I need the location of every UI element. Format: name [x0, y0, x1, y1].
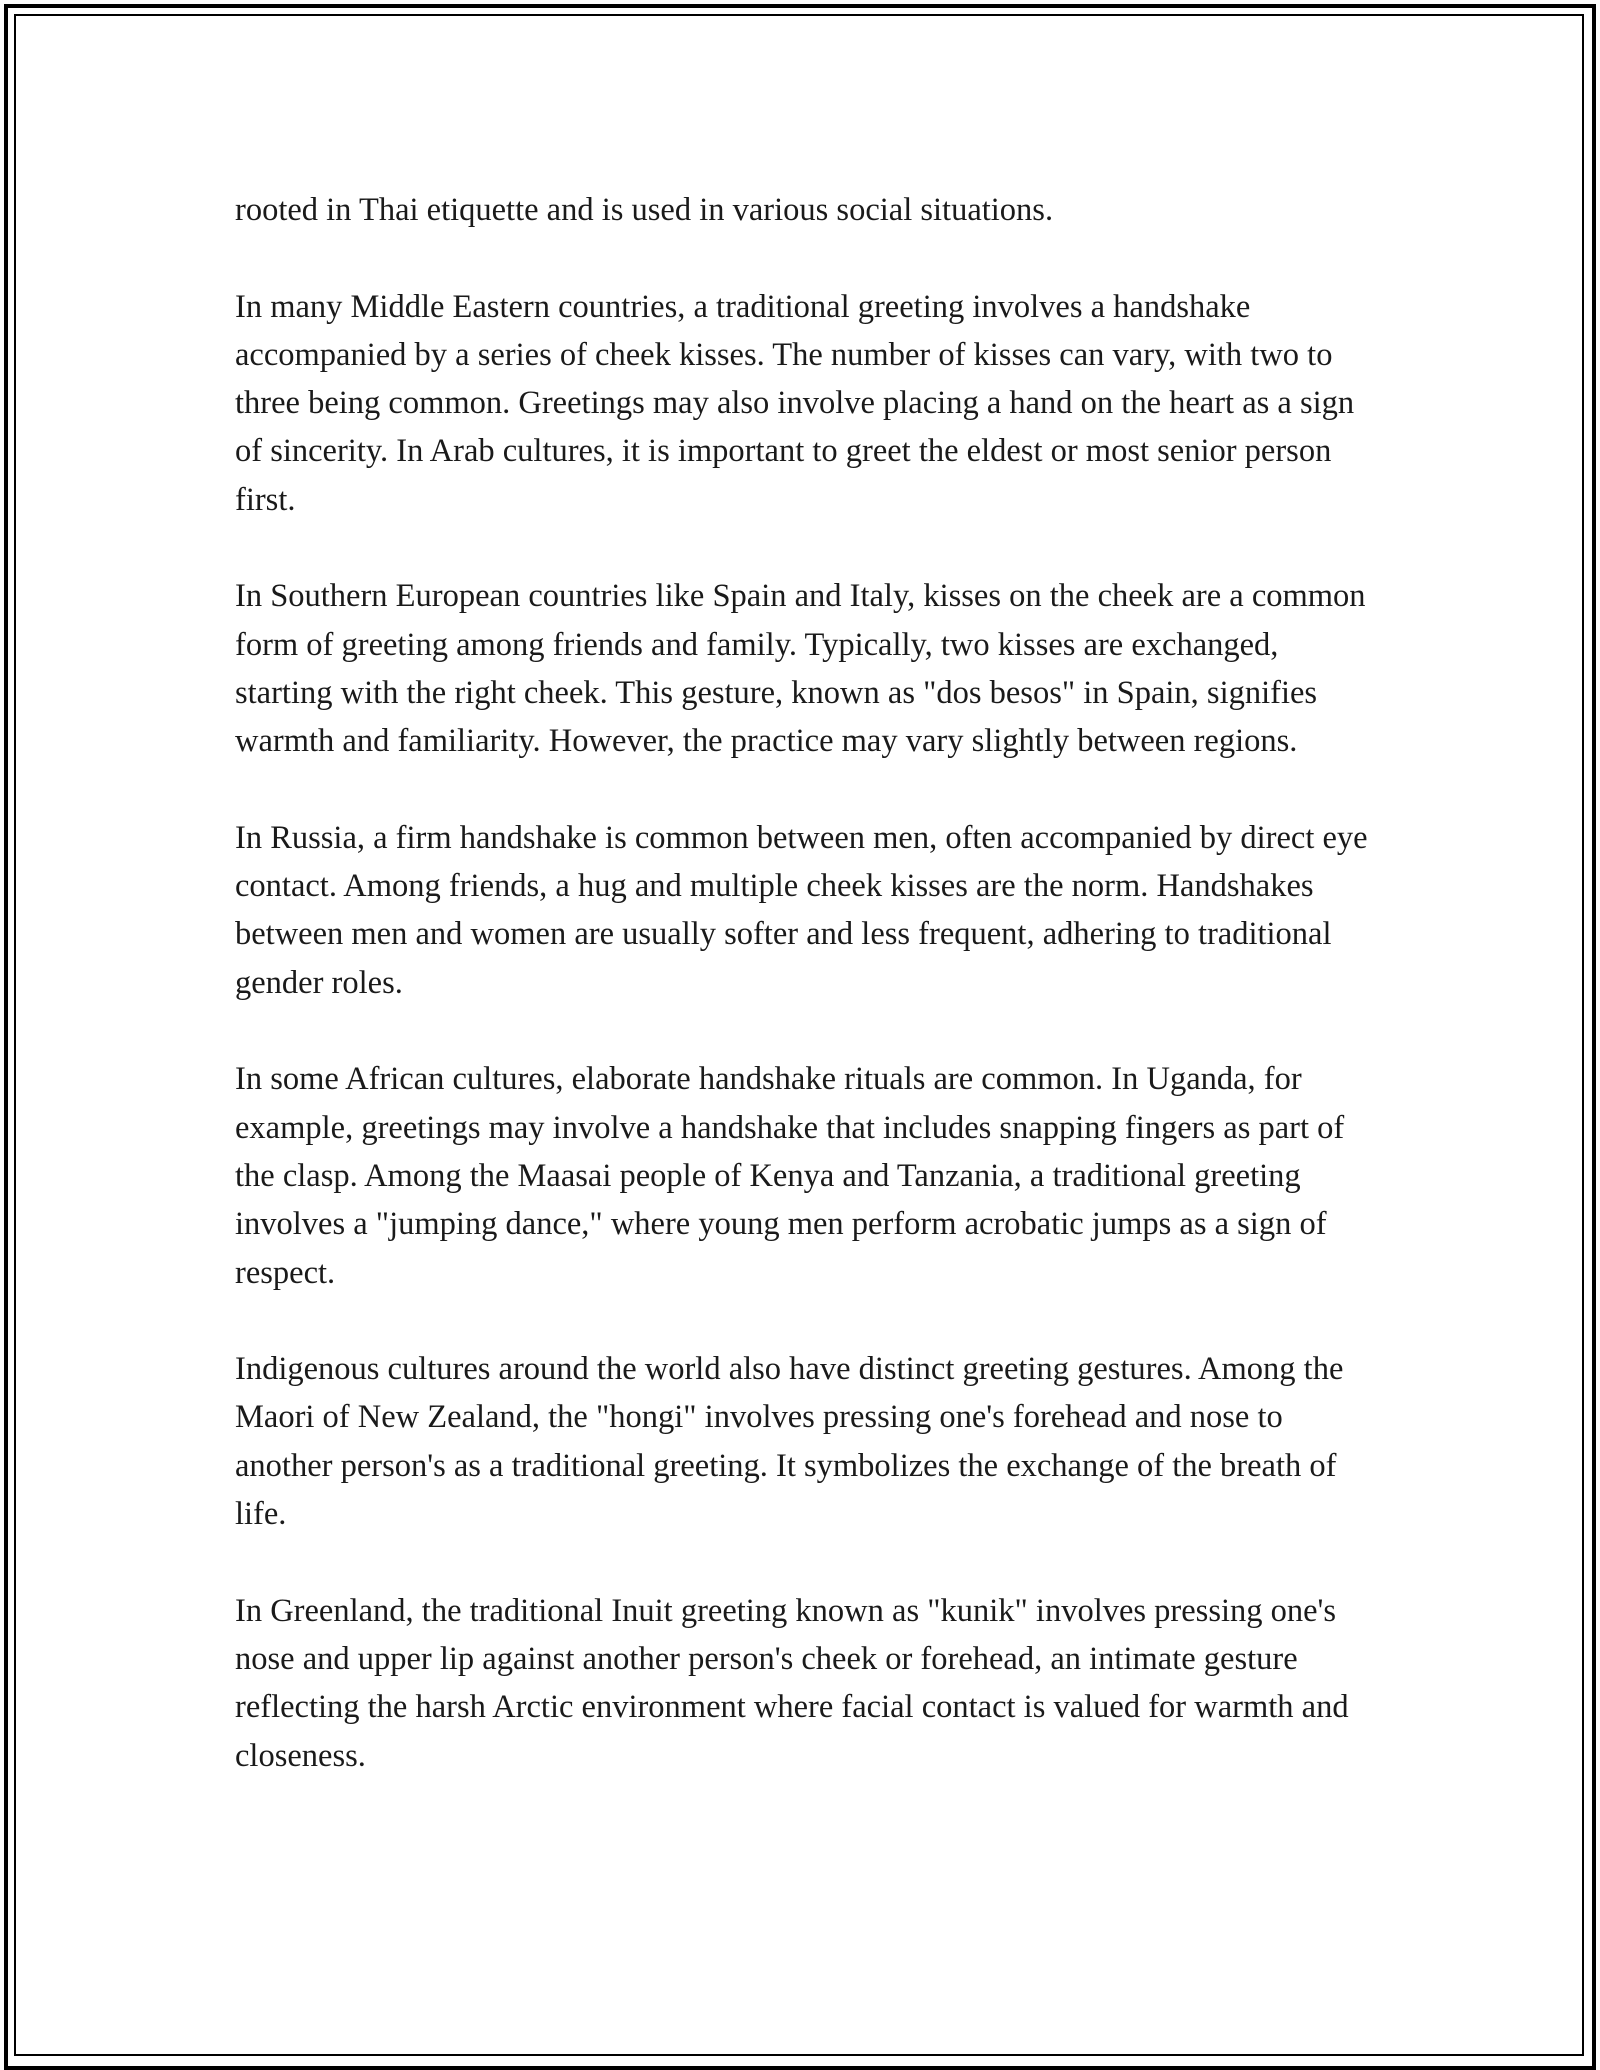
paragraph-southern-europe: In Southern European countries like Spain and Italy, kisses on the cheek are a common form of greeting among friends and family. Typically, two kisses are exchanged, starting with the right cheek. This gesture, known as "dos besos" in Spain, signifies warmth and familiarity. However, the practice may vary slightly between regions. [235, 578, 1366, 760]
paragraph-greenland: In Greenland, the traditional Inuit greeting known as "kunik" involves pressing one's nose and upper lip against another person's cheek or forehead, an intimate gesture reflecting the harsh Arctic environment where facial contact is valued for warmth and closeness. [235, 1592, 1349, 1774]
paragraph-middle-east: In many Middle Eastern countries, a traditional greeting involves a handshake accompanied by a series of cheek kisses. The number of kisses can vary, with two to three being common. Greetings may also involve placing a hand on the heart as a sign of sincerity. In Arab cultures, it is important to greet the eldest or most senior person first. [235, 288, 1355, 518]
paragraph-thai-etiquette: rooted in Thai etiquette and is used in various social situations. [235, 192, 1054, 228]
paragraph-africa: In some African cultures, elaborate handshake rituals are common. In Uganda, for example, greetings may involve a handshake that includes snapping fingers as part of the clasp. Among the Maasai people of Kenya and Tanzania, a traditional greeting involves a "jumping dance," where young men perform acrobatic jumps as a sign of respect. [235, 1061, 1345, 1291]
paragraph-indigenous: Indigenous cultures around the world also have distinct greeting gestures. Among the Maori of New Zealand, the "hongi" involves pressing one's forehead and nose to another person's as a traditional greeting. It symbolizes the exchange of the breath of life. [235, 1351, 1344, 1533]
document-body [235, 186, 1375, 1780]
paragraph-russia: In Russia, a firm handshake is common between men, often accompanied by direct eye contact. Among friends, a hug and multiple cheek kisses are the norm. Handshakes between men and women are usually softer and less frequent, adhering to traditional gender roles. [235, 819, 1368, 1001]
